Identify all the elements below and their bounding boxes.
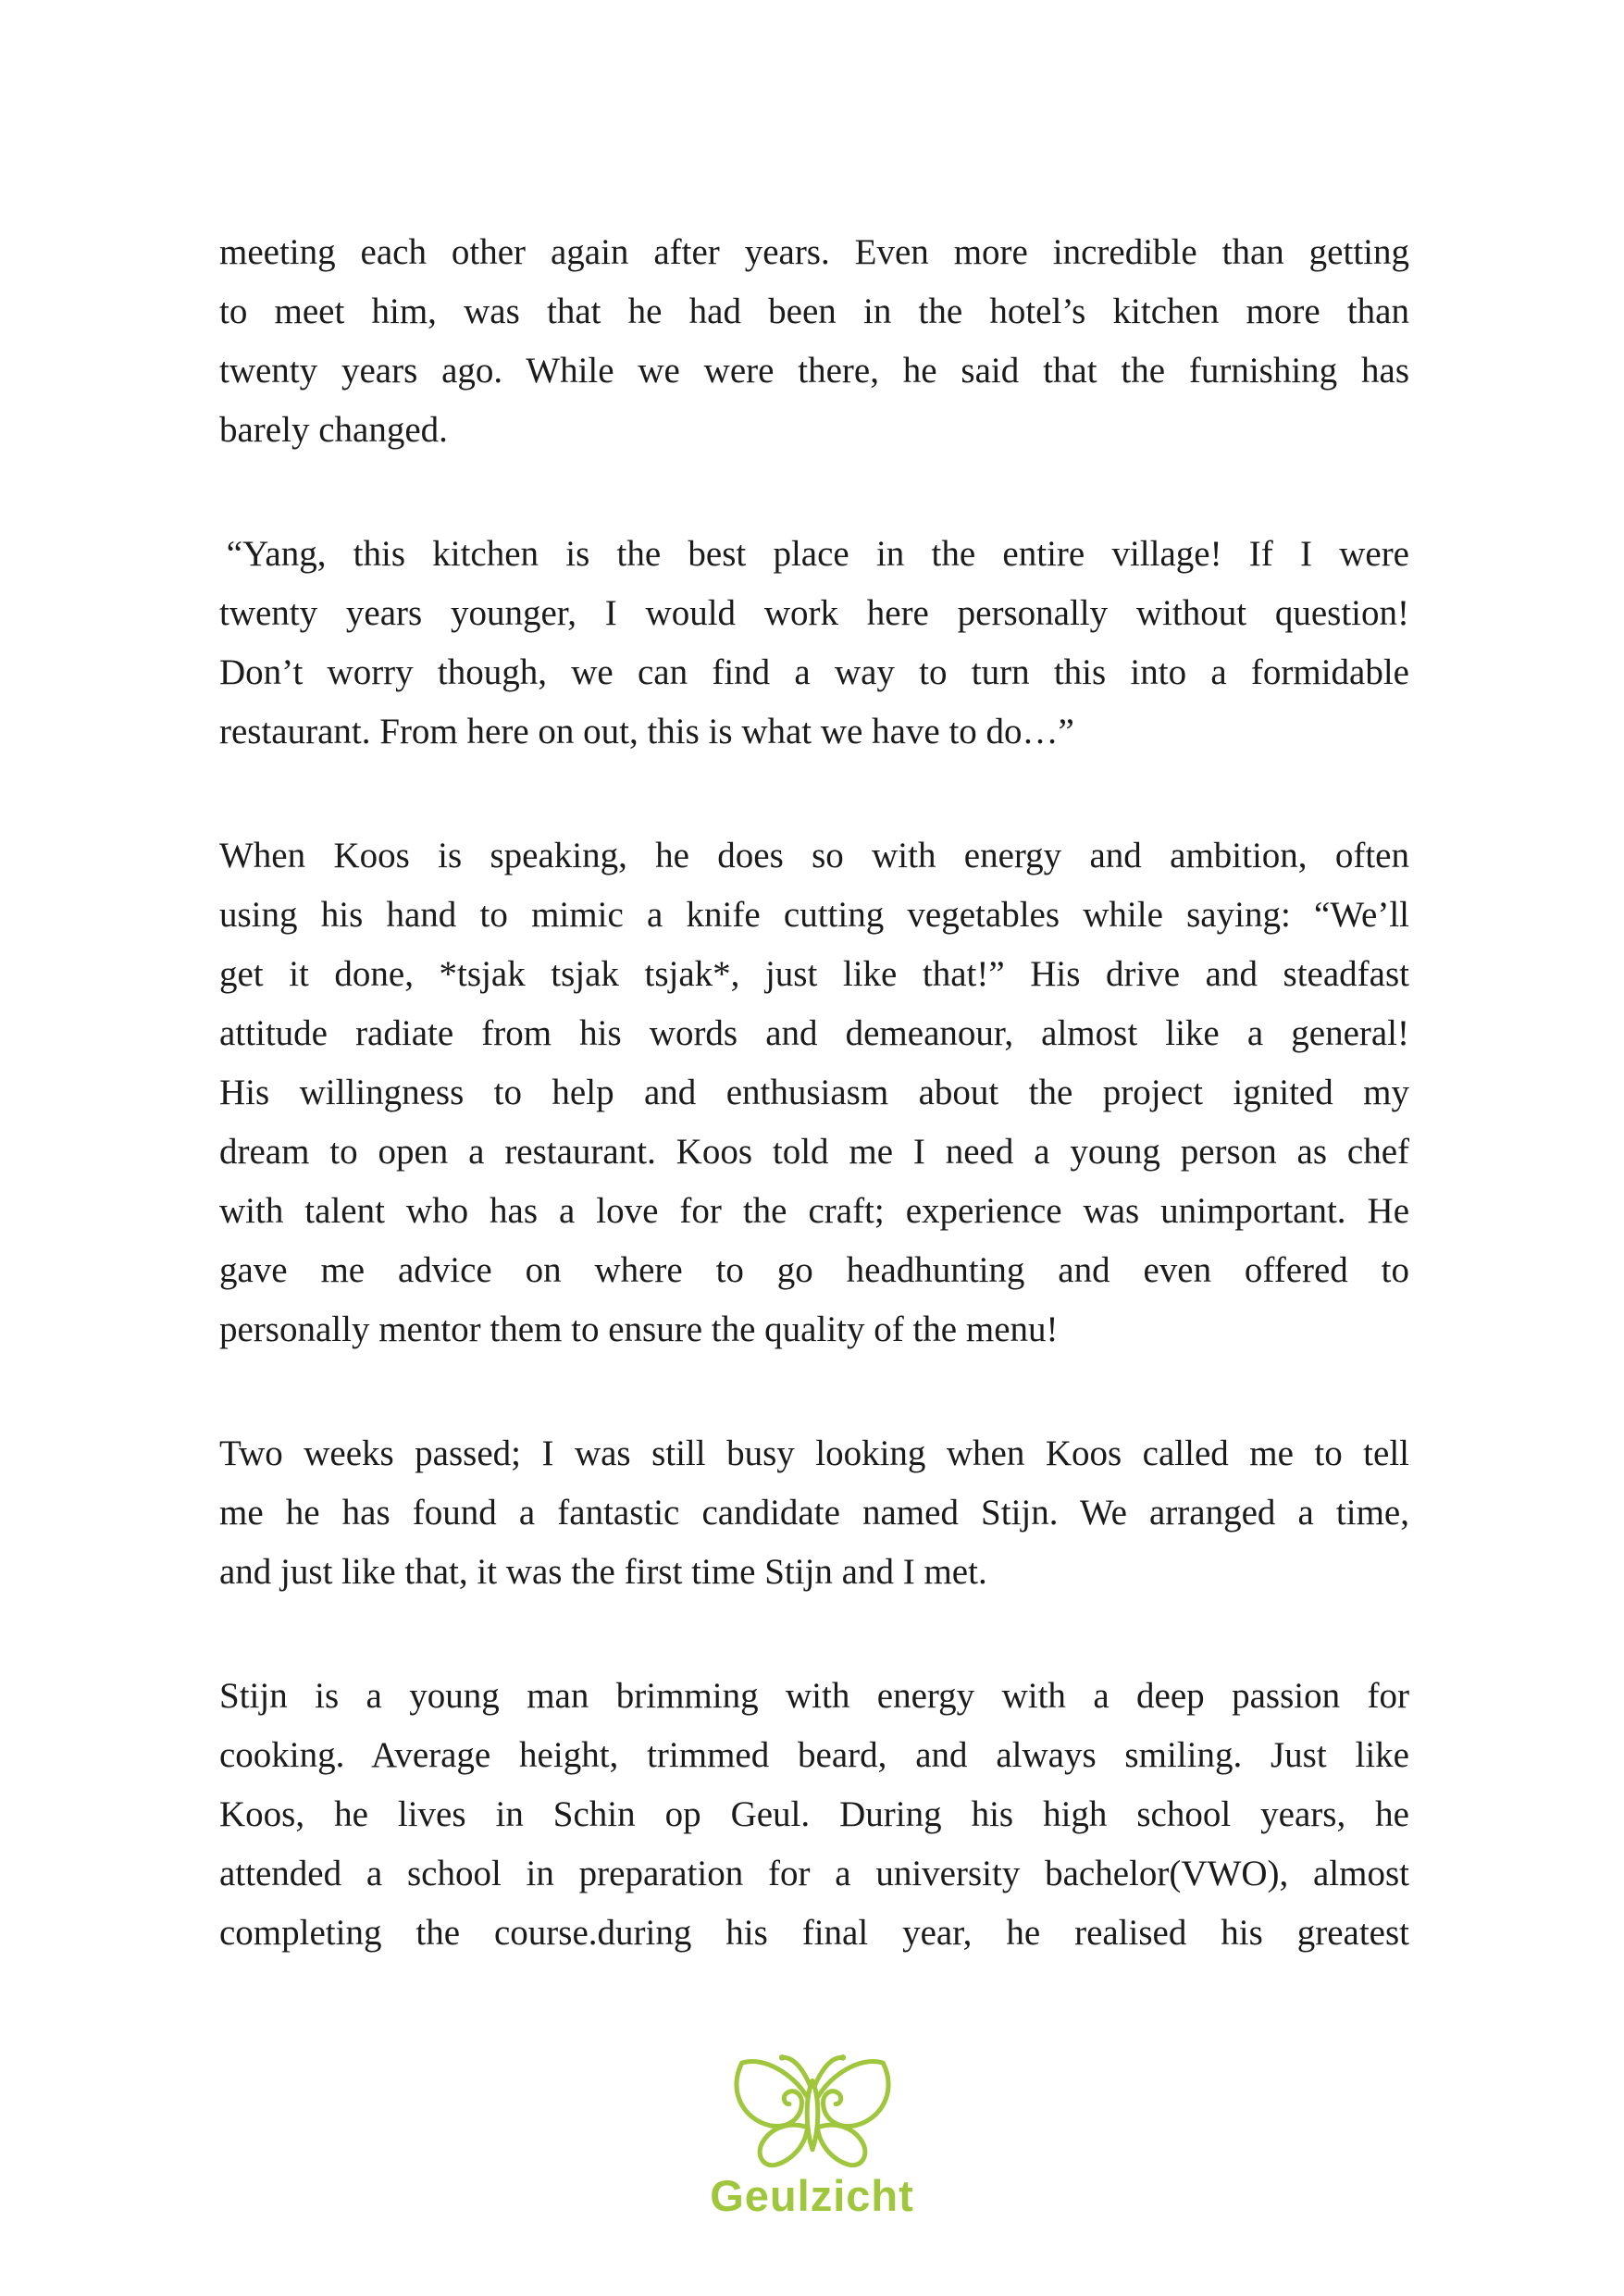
text-line: and just like that, it was the first time Stijn and I met. bbox=[219, 1552, 987, 1592]
butterfly-body bbox=[807, 2080, 818, 2149]
text-line: using his hand to mimic a knife cutting vegetables while saying: “We’ll bbox=[219, 895, 1409, 935]
text-line: to meet him, was that he had been in the hotel’s kitchen more than bbox=[219, 292, 1409, 331]
text-line: attended a school in preparation for a university bachelor(VWO), almost bbox=[219, 1854, 1409, 1893]
butterfly-upper-wing-left bbox=[736, 2061, 806, 2126]
text-line: with talent who has a love for the craft; experience was unimportant. He bbox=[219, 1191, 1409, 1231]
butterfly-icon bbox=[720, 2041, 905, 2170]
paragraph bbox=[219, 223, 1409, 460]
text-line: Koos, he lives in Schin op Geul. During his high school years, he bbox=[219, 1794, 1409, 1834]
text-line: personally mentor them to ensure the quality of the menu! bbox=[219, 1309, 1059, 1349]
text-line: attitude radiate from his words and demeanour, almost like a general! bbox=[219, 1013, 1409, 1053]
text-line: gave me advice on where to go headhunting and even offered to bbox=[219, 1250, 1409, 1290]
paragraph bbox=[219, 525, 1409, 762]
text-line: dream to open a restaurant. Koos told me I need a young person as chef bbox=[219, 1132, 1409, 1172]
text-line: When Koos is speaking, he does so with energy and ambition, often bbox=[219, 836, 1409, 875]
text-line: meeting each other again after years. Even more incredible than getting bbox=[219, 232, 1409, 272]
text-line: cooking. Average height, trimmed beard, and always smiling. Just like bbox=[219, 1735, 1409, 1775]
text-block bbox=[219, 223, 1409, 1963]
paragraph bbox=[219, 1667, 1409, 1963]
text-line: twenty years younger, I would work here personally without question! bbox=[219, 593, 1409, 633]
butterfly-antenna-tip-right bbox=[839, 2054, 846, 2061]
footer-logo bbox=[0, 2041, 1624, 2220]
butterfly-lower-wing-left bbox=[760, 2125, 807, 2165]
text-line: restaurant. From here on out, this is what we have to do…” bbox=[219, 712, 1074, 751]
text-line: get it done, *tsjak tsjak tsjak*, just like that!” His drive and steadfast bbox=[219, 954, 1409, 994]
butterfly-antenna-tip-left bbox=[778, 2054, 785, 2061]
logo-wordmark: Geulzicht bbox=[710, 2171, 914, 2220]
text-line: me he has found a fantastic candidate named Stijn. We arranged a time, bbox=[219, 1493, 1409, 1533]
butterfly-lower-wing-right bbox=[817, 2125, 864, 2165]
text-line: Two weeks passed; I was still busy looking when Koos called me to tell bbox=[219, 1433, 1409, 1473]
text-line: “Yang, this kitchen is the best place in the entire village! If I were bbox=[219, 534, 1409, 574]
text-line: His willingness to help and enthusiasm about the project ignited my bbox=[219, 1073, 1409, 1112]
paragraph bbox=[219, 1424, 1409, 1602]
text-line: twenty years ago. While we were there, he said that the furnishing has bbox=[219, 351, 1409, 391]
text-line: completing the course.during his final year, he realised his greatest bbox=[219, 1913, 1409, 1953]
text-line: Stijn is a young man brimming with energy with a deep passion for bbox=[219, 1676, 1409, 1716]
text-line: Don’t worry though, we can find a way to turn this into a formidable bbox=[219, 652, 1409, 692]
text-line: barely changed. bbox=[219, 410, 448, 450]
paragraph bbox=[219, 826, 1409, 1359]
butterfly-upper-wing-right bbox=[817, 2061, 887, 2126]
